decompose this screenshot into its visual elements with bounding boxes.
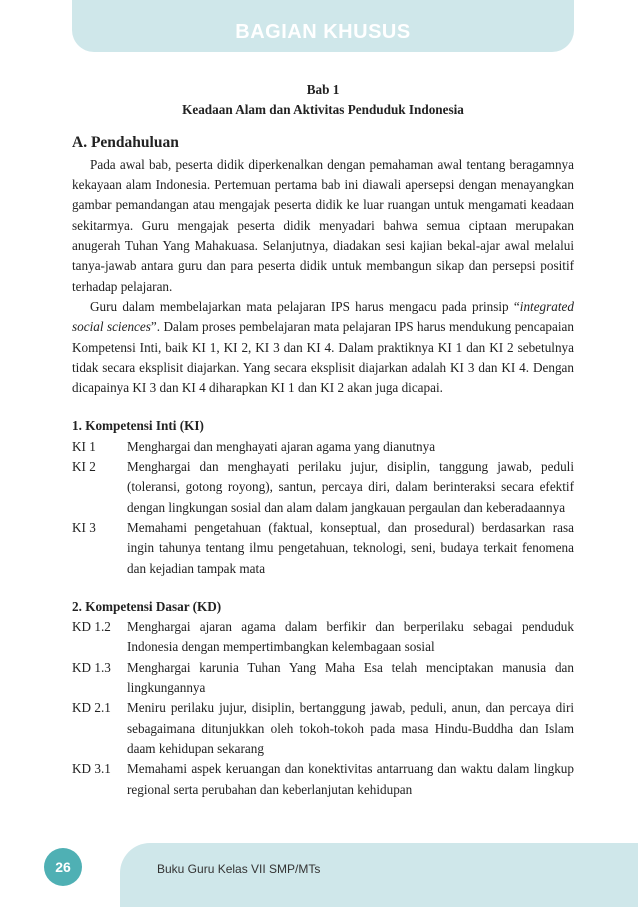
ki-description: Menghargai dan menghayati ajaran agama yang dianutnya [127,438,436,454]
kd-item [72,698,574,759]
intro-paragraph-1: Pada awal bab, peserta didik diperkenalkan dengan pemahaman awal tentang beragamnya kekayaan alam Indonesia. Pertemuan pertama bab ini diawali apersepsi dengan menayangkan gambar pemandangan atau mengajak peserta didik ke luar ruangan untuk mengamati keadaan sekitarmya. Guru mengajak peserta didik menyadari bahwa semua ciptaan merupakan anugerah Tuhan Yang Mahakuasa. Selanjutnya, diadakan sesi kajian bekal-ajar awal melalui tanya-jawab antara guru dan para peserta didik untuk membangun sikap dan persepsi positif terhadap pelajaran. [72,156,574,294]
kd-item [72,658,574,699]
header-title: BAGIAN KHUSUS [235,20,411,43]
footer-book-title: Buku Guru Kelas VII SMP/MTs [157,862,321,876]
page-number-badge: 26 [44,848,82,886]
chapter-number: Bab 1 [306,82,340,97]
kd-heading: 2. Kompetensi Dasar (KD) [72,598,222,614]
header-banner [72,0,574,52]
kd-description: Memahami aspek keruangan dan konektivitas antarruang dan waktu dalam lingkup regional serta perubahan dan keberlanjutan kehidupan [127,761,574,797]
ki-item [72,457,574,518]
ki-code: KI 3 [72,519,96,535]
kd-code: KD 1.2 [72,619,111,635]
intro-paragraph-2 [72,297,574,398]
intro-paragraph-2-term: integrated social sciences [72,298,574,335]
page-content [72,80,574,800]
ki-code: KI 1 [72,438,96,454]
intro-paragraph-2-end: ”. Dalam proses pembelajaran mata pelajaran IPS harus mendukung pencapaian Kompetensi Inti, baik KI 1, KI 2, KI 3 dan KI 4. Dalam praktiknya KI 1 dan KI 2 sebetulnya tidak secara eksplisit diajarkan. Yang secara eksplisit diajarkan adalah KI 3 dan KI 4. Dengan dicapainya KI 3 dan KI 4 diharapkan KI 1 dan KI 2 akan juga dicapai. [72,319,574,396]
kd-description: Menghargai ajaran agama dalam berfikir dan berperilaku sebagai penduduk Indonesia dengan mempertimbangkan kelembagaan sosial [127,619,574,655]
ki-item [72,518,574,579]
ki-description: Menghargai dan menghayati perilaku jujur, disiplin, tanggung jawab, peduli (toleransi, gotong royong), santun, percaya diri, dalam berinteraksi secara efektif dengan lingkungan sosial dan alam dalam jangkauan pergaulan dan keberadaannya [127,459,574,515]
kd-item [72,759,574,800]
ki-heading: 1. Kompetensi Inti (KI) [72,418,204,434]
kd-code: KD 1.3 [72,659,111,675]
ki-code: KI 2 [72,459,96,475]
intro-paragraph-2-start: Guru dalam membelajarkan mata pelajaran IPS harus mengacu pada prinsip “ [90,298,520,314]
kd-code: KD 2.1 [72,700,111,716]
ki-description: Memahami pengetahuan (faktual, konseptual, dan prosedural) berdasarkan rasa ingin tahunya tentang ilmu pengetahuan, teknologi, seni, budaya terkait fenomena dan kejadian tampak mata [127,519,574,576]
kd-description: Menghargai karunia Tuhan Yang Maha Esa telah menciptakan manusia dan lingkungannya [127,659,574,696]
kd-code: KD 3.1 [72,761,111,777]
ki-item [72,437,574,457]
section-heading-pendahuluan: A. Pendahuluan [72,133,179,151]
kd-item [72,617,574,658]
kd-description: Meniru perilaku jujur, disiplin, bertanggung jawab, peduli, anun, dan percaya diri sebagaimana ditunjukkan oleh tokoh-tokoh pada masa Hindu-Buddha dan Islam daam kehidupan sekarang [127,700,574,756]
chapter-title: Keadaan Alam dan Aktivitas Penduduk Indonesia [182,102,464,118]
